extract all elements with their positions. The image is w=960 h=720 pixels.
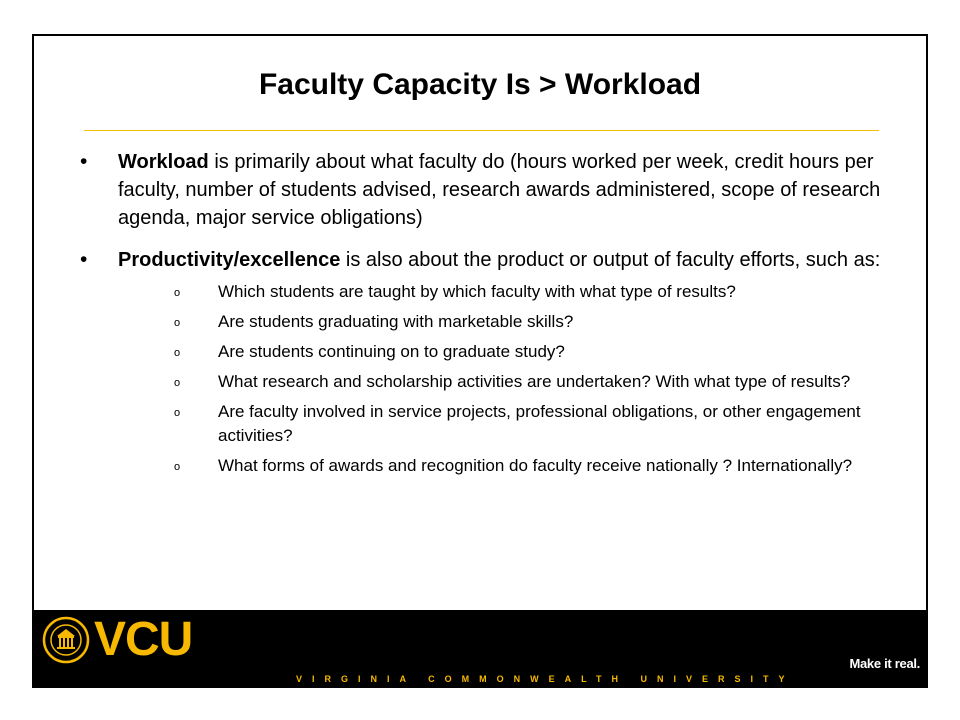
slide-title: Faculty Capacity Is > Workload: [258, 68, 702, 101]
bullet-text: [118, 246, 904, 274]
sub-bullet-text: Are faculty involved in service projects, professional obligations, or other engagement activities?: [218, 402, 861, 445]
slide-content: [74, 148, 904, 492]
sub-bullet: [118, 400, 904, 448]
sub-bullet-list: [118, 280, 904, 478]
sub-bullet: [118, 280, 904, 304]
sub-bullet: [118, 340, 904, 364]
bullet-description: is also about the product or output of faculty efforts, such as:: [340, 249, 881, 271]
sub-bullet: [118, 310, 904, 334]
bullet-workload: [74, 148, 904, 232]
sub-bullet-glyph: o: [174, 287, 181, 299]
footer-bar: [34, 610, 926, 688]
bullet-description: is primarily about what faculty do (hours worked per week, credit hours per faculty, number of students advised, research awards administered, scope of research agenda, major service obligations): [118, 151, 881, 229]
sub-bullet-text: Are students graduating with marketable skills?: [218, 312, 574, 331]
university-seal-icon: [42, 616, 90, 664]
sub-bullet-glyph: o: [174, 461, 181, 473]
sub-bullet-glyph: o: [174, 317, 181, 329]
sub-bullet-text: What research and scholarship activities are undertaken? With what type of results?: [218, 372, 851, 391]
vcu-logo: VCU: [94, 613, 193, 666]
title-divider: [84, 130, 879, 131]
sub-bullet-text: Which students are taught by which faculty with what type of results?: [218, 282, 736, 301]
bullet-glyph: •: [80, 248, 88, 271]
sub-bullet-glyph: o: [174, 347, 181, 359]
sub-bullet-glyph: o: [174, 377, 181, 389]
bullet-glyph: •: [80, 150, 88, 173]
sub-bullet-text: Are students continuing on to graduate study?: [218, 342, 565, 361]
bullet-text: [118, 148, 904, 232]
university-name: VIRGINIA COMMONWEALTH UNIVERSITY: [296, 674, 795, 684]
sub-bullet-glyph: o: [174, 407, 181, 419]
bullet-productivity: [74, 246, 904, 478]
sub-bullet: [118, 454, 904, 478]
bullet-term: Productivity/excellence: [118, 249, 341, 271]
tagline: Make it real.: [849, 656, 920, 671]
sub-bullet: [118, 370, 904, 394]
slide-frame: [32, 34, 928, 688]
sub-bullet-text: What forms of awards and recognition do faculty receive nationally ? Internationally?: [218, 456, 853, 475]
bullet-term: Workload: [118, 151, 209, 173]
